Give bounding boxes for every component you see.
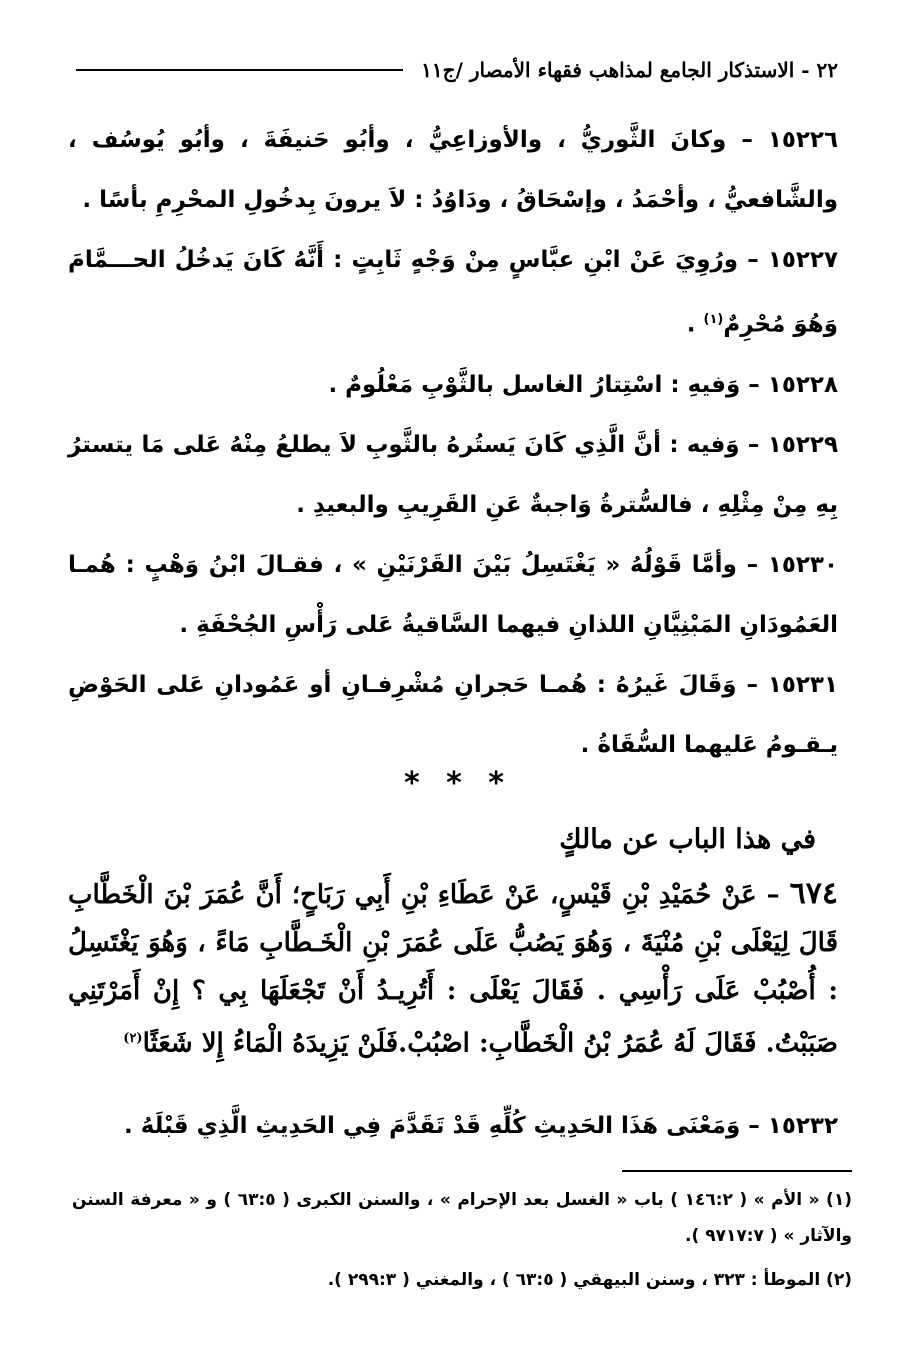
- footnote-1: (١) « الأم » ( ١٤٦:٢ ) باب « الغسل بعد الإحرام » ، والسنن الكبرى ( ٦٣:٥ ) و « معرفة السنن والآثار » ( ٩٧١٧:٧ ).: [72, 1190, 852, 1246]
- paragraph-15228: ١٥٢٢٨ – وَفيهِ : اسْتِتارُ الغاسل بالثَّوْبِ مَعْلُومٌ .: [328, 371, 838, 398]
- footnote-2: (٢) الموطأ : ٣٢٣ ، وسنن البيهقي ( ٦٣:٥ ) ، والمغني ( ٢٩٩:٣ ).: [327, 1270, 852, 1290]
- paragraph-tail: .: [686, 311, 704, 338]
- footnote-marker[interactable]: (١): [703, 312, 724, 327]
- footnotes: [72, 1182, 852, 1306]
- paragraph-number: ١٥٢٣١: [767, 671, 839, 698]
- paragraph-text: ورُوِيَ عَنْ ابْنِ عبَّاسٍ مِنْ وَجْهٍ ثَابِتٍ : أَنَّهُ كَانَ يَدخُلُ الحـــمَّامَ وَهُوَ مُحْرِمٌ: [68, 247, 838, 338]
- hadith-text: عَنْ حُمَيْدِ بْنِ قَيْسٍ، عَنْ عَطَاءِ بْنِ أَبِي رَبَاحٍ؛ أَنَّ عُمَرَ بْنَ الْخَطَّابِ قَالَ لِيَعْلَى بْنِ مُنْيَةَ ، وَهُوَ يَصُبُّ عَلَى عُمَرَ بْنِ الْخَـطَّابِ مَاءً ، وَهُوَ يَغْتَسِلُ : أُصْبُبْ عَلَى رَأْسِي . فَقَالَ يَعْلَى : أَتُرِيـدُ أَنْ تَجْعَلَهَا بِي ؟ إِنْ أَمَرْتَنِي صَبَبْتُ. فَقَالَ لَهُ عُمَرُ بْنُ الْخَطَّابِ: اصْبُبْ.فَلَنْ يَزِيدَهُ الْمَاءُ إِلا شَعَثًا: [68, 880, 838, 1059]
- paragraph-text: وَفيه : أنَّ الَّذِي كَانَ يَستُرهُ بالثَّوبِ لاَ يطلعُ مِنْهُ عَلى مَا يتسترُ بِهِ مِنْ مِثْلِهِ ، فالسُّترةُ وَاجبةٌ عَنِ القَرِيبِ والبعيدِ .: [68, 431, 838, 518]
- paragraph-text: وكانَ الثَّوريُّ ، والأوزاعِيُّ ، وأبُو حَنيفَةَ ، وأبُو يُوسُف ، والشَّافعيُّ ، وأحْمَدُ ، وإسْحَاقُ ، ودَاوُدُ : لاَ يرونَ بِدخُولِ المحْرِمِ بأسًا .: [68, 127, 838, 213]
- paragraph-15226: ١٥٢٢٦ – وكانَ الثَّوريُّ ، والأوزاعِيُّ ، وأبُو حَنيفَةَ ، وأبُو يُوسُف ، والشَّافعيُّ ، وأحْمَدُ ، وإسْحَاقُ ، ودَاوُدُ : لاَ يرونَ بِدخُولِ المحْرِمِ بأسًا .: [68, 127, 839, 213]
- paragraph-number: ١٥٢٢٦: [767, 127, 839, 153]
- paragraph-15229: ١٥٢٢٩ – وَفيه : أنَّ الَّذِي كَانَ يَستُرهُ بالثَّوبِ لاَ يطلعُ مِنْهُ عَلى مَا يتسترُ بِهِ مِنْ مِثْلِهِ ، فالسُّترةُ وَاجبةٌ عَنِ القَرِيبِ والبعيدِ .: [68, 431, 838, 518]
- paragraph-15230: ١٥٢٣٠ – وأمَّا قَوْلُهُ « يَغْتَسِلُ بَيْنَ القَرْنَيْنِ » ، فقـالَ ابْنُ وَهْبٍ : هُمـا العَمُودَانِ المَبْنِيَّانِ اللذانِ فيهما السَّاقيةُ عَلى رَأْسِ الجُحْفَةِ .: [68, 551, 839, 638]
- paragraph-text: وَقَالَ غَيرُهُ : هُمـا حَجرانِ مُشْرِفـانِ أو عَمُودانِ عَلى الحَوْضِ يـقـومُ عَليهما السُّقَاةُ .: [68, 671, 838, 758]
- section-separator: * * *: [404, 766, 512, 801]
- paragraph-15227: ١٥٢٢٧ – ورُوِيَ عَنْ ابْنِ عبَّاسٍ مِنْ وَجْهٍ ثَابِتٍ : أَنَّهُ كَانَ يَدخُلُ الحـــمَّامَ وَهُوَ مُحْرِمٌ$^{(١)}$ .: [68, 247, 839, 338]
- paragraph-text: وَفيهِ : اسْتِتارُ الغاسل بالثَّوْبِ مَعْلُومٌ .: [328, 371, 741, 398]
- paragraph-number: ١٥٢٣٠: [767, 551, 839, 578]
- footnote-marker[interactable]: (٢): [123, 1031, 143, 1046]
- section-title: في هذا الباب عن مالكٍ: [559, 824, 816, 855]
- paragraph-15232: ١٥٢٣٢ – وَمَعْنَى هَذَا الحَدِيثِ كُلِّهِ قَدْ تَقَدَّمَ فِي الحَدِيثِ الَّذِي قَبْلَهُ .: [124, 1113, 838, 1139]
- paragraph-text: وَمَعْنَى هَذَا الحَدِيثِ كُلِّهِ قَدْ تَقَدَّمَ فِي الحَدِيثِ الَّذِي قَبْلَهُ .: [124, 1113, 741, 1139]
- footnote-rule: [622, 1170, 852, 1172]
- paragraph-text: وأمَّا قَوْلُهُ « يَغْتَسِلُ بَيْنَ القَرْنَيْنِ » ، فقـالَ ابْنُ وَهْبٍ : هُمـا العَمُودَانِ المَبْنِيَّانِ اللذانِ فيهما السَّاقيةُ عَلى رَأْسِ الجُحْفَةِ .: [68, 551, 838, 638]
- commentary-block: [68, 110, 838, 775]
- paragraph-15231: ١٥٢٣١ – وَقَالَ غَيرُهُ : هُمـا حَجرانِ مُشْرِفـانِ أو عَمُودانِ عَلى الحَوْضِ يـقـومُ عَليهما السُّقَاةُ .: [68, 671, 839, 758]
- running-header: ٢٢ - الاستذكار الجامع لمذاهب فقهاء الأمصار /ج١١: [421, 58, 838, 82]
- paragraph-number: ١٥٢٢٩: [767, 431, 838, 458]
- paragraph-number: ١٥٢٣٢: [767, 1113, 838, 1139]
- hadith-block: ٦٧٤ – عَنْ حُمَيْدِ بْنِ قَيْسٍ، عَنْ عَطَاءِ بْنِ أَبِي رَبَاحٍ؛ أَنَّ عُمَرَ بْنَ الْخَطَّابِ قَالَ لِيَعْلَى بْنِ مُنْيَةَ ، وَهُوَ يَصُبُّ عَلَى عُمَرَ بْنِ الْخَـطَّابِ مَاءً ، وَهُوَ يَغْتَسِلُ : أُصْبُبْ عَلَى رَأْسِي . فَقَالَ يَعْلَى : أَتُرِيـدُ أَنْ تَجْعَلَهَا بِي ؟ إِنْ أَمَرْتَنِي صَبَبْتُ. فَقَالَ لَهُ عُمَرُ بْنُ الْخَطَّابِ: اصْبُبْ.فَلَنْ يَزِيدَهُ الْمَاءُ إِلا شَعَثًا$^{(٢)}$: [68, 876, 838, 1059]
- hadith-number: ٦٧٤: [789, 876, 838, 911]
- paragraph-number: ١٥٢٢٧: [767, 247, 839, 273]
- paragraph-number: ١٥٢٢٨: [767, 371, 838, 398]
- page-header: [72, 52, 838, 88]
- header-rule: [76, 69, 403, 71]
